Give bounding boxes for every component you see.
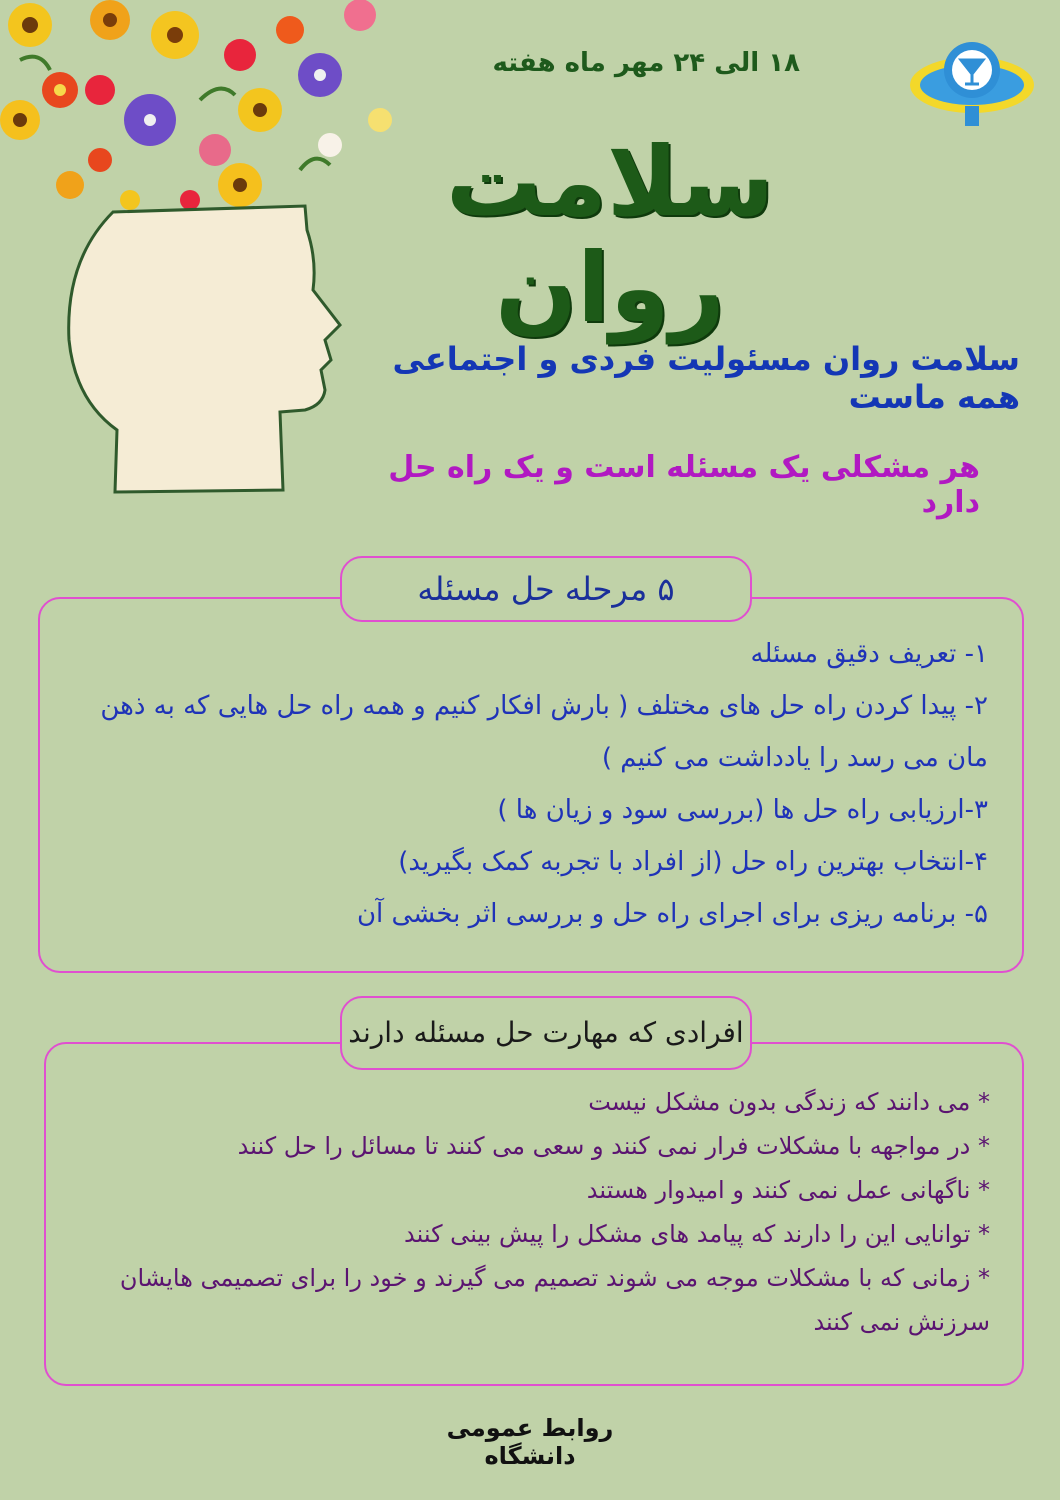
subtitle: سلامت روان مسئولیت فردی و اجتماعی همه ماست [392,340,1020,416]
step-item: ۳-ارزیابی راه حل ها (بررسی سود و زیان ها ) [497,795,988,825]
trait-item: * در مواجهه با مشکلات فرار نمی کنند و سعی می کنند تا مسائل را حل کنند [237,1132,990,1160]
steps-list [90,628,988,940]
week-dates: ۱۸ الی ۲۴ مهر ماه هفته [492,48,800,78]
steps-title: ۵ مرحله حل مسئله [340,556,752,622]
footer-credit: روابط عمومی دانشگاه [446,1414,614,1470]
trait-item: * زمانی که با مشکلات موجه می شوند تصمیم می گیرند و خود را برای تصمیمی هایشان سرزنش نمی کنند [119,1264,990,1336]
step-item: ۲- پیدا کردن راه حل های مختلف ( بارش افکار کنیم و همه راه حل هایی که به ذهن مان می رسد را یادداشت می کنیم ) [100,691,988,773]
tagline: هر مشکلی یک مسئله است و یک راه حل دارد [388,450,980,520]
trait-item: * ناگهانی عمل نمی کنند و امیدوار هستند [586,1176,990,1204]
step-item: ۵- برنامه ریزی برای اجرای راه حل و بررسی اثر بخشی آن [356,899,988,929]
head-silhouette [55,200,355,500]
step-item: ۱- تعریف دقیق مسئله [750,639,988,669]
step-item: ۴-انتخاب بهترین راه حل (از افراد با تجربه کمک بگیرید) [398,847,988,877]
traits-title: افرادی که مهارت حل مسئله دارند [340,996,752,1070]
trait-item: * می دانند که زندگی بدون مشکل نیست [588,1088,990,1116]
trait-item: * توانایی این را دارند که پیامد های مشکل را پیش بینی کنند [404,1220,990,1248]
university-logo [905,30,1040,130]
page-title: سلامت روان [445,126,775,344]
traits-list [100,1080,990,1344]
